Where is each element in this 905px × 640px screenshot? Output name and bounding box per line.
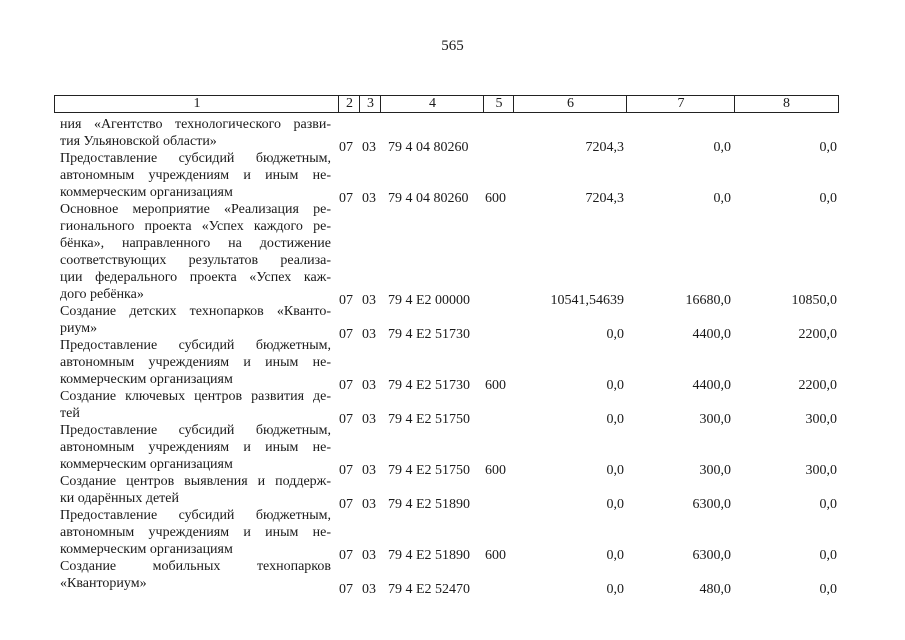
row-name-line: Основное мероприятие «Реализация ре- bbox=[60, 202, 331, 217]
amount-col-6: 0,0 bbox=[606, 463, 624, 478]
row-name-line: ции федерального проекта «Успех каж- bbox=[60, 270, 331, 285]
expense-type-code: 600 bbox=[485, 548, 506, 563]
subsection-code: 03 bbox=[362, 582, 376, 597]
row-name bbox=[60, 422, 331, 473]
table-row bbox=[0, 116, 905, 155]
header-divider bbox=[513, 96, 514, 112]
row-name-line: автономным учреждениям и иным не- bbox=[60, 355, 331, 370]
amount-col-6: 0,0 bbox=[606, 582, 624, 597]
amount-col-6: 10541,54639 bbox=[550, 293, 624, 308]
section-code: 07 bbox=[339, 140, 353, 155]
amount-col-8: 0,0 bbox=[819, 191, 837, 206]
row-name-line: Создание ключевых центров развития де- bbox=[60, 389, 331, 404]
row-name-line: Предоставление субсидий бюджетным, bbox=[60, 423, 331, 438]
target-article-code: 79 4 E2 51890 bbox=[388, 497, 471, 512]
target-article-code: 79 4 E2 51890 bbox=[388, 548, 471, 563]
header-divider bbox=[359, 96, 360, 112]
row-name-line: тей bbox=[60, 406, 80, 421]
row-name-line: ки одарённых детей bbox=[60, 491, 179, 506]
target-article-code: 79 4 E2 52470 bbox=[388, 582, 471, 597]
row-name bbox=[60, 337, 331, 388]
amount-col-6: 0,0 bbox=[606, 327, 624, 342]
table-row bbox=[0, 473, 905, 512]
section-code: 07 bbox=[339, 548, 353, 563]
amount-col-6: 0,0 bbox=[606, 412, 624, 427]
table-header bbox=[54, 95, 839, 113]
row-name-line: Создание детских технопарков «Кванто- bbox=[60, 304, 331, 319]
subsection-code: 03 bbox=[362, 378, 376, 393]
target-article-code: 79 4 04 80260 bbox=[388, 140, 469, 155]
amount-col-6: 0,0 bbox=[606, 548, 624, 563]
subsection-code: 03 bbox=[362, 548, 376, 563]
row-name bbox=[60, 388, 331, 422]
amount-col-8: 0,0 bbox=[819, 582, 837, 597]
amount-col-7: 300,0 bbox=[699, 463, 731, 478]
row-name bbox=[60, 558, 331, 592]
section-code: 07 bbox=[339, 412, 353, 427]
amount-col-6: 0,0 bbox=[606, 497, 624, 512]
row-name-line: риум» bbox=[60, 321, 98, 336]
amount-col-7: 16680,0 bbox=[685, 293, 731, 308]
amount-col-7: 6300,0 bbox=[692, 548, 731, 563]
expense-type-code: 600 bbox=[485, 378, 506, 393]
header-divider bbox=[626, 96, 627, 112]
section-code: 07 bbox=[339, 582, 353, 597]
expense-type-code: 600 bbox=[485, 191, 506, 206]
header-cell-4: 4 bbox=[429, 96, 436, 111]
section-code: 07 bbox=[339, 191, 353, 206]
subsection-code: 03 bbox=[362, 140, 376, 155]
section-code: 07 bbox=[339, 293, 353, 308]
header-cell-6: 6 bbox=[567, 96, 574, 111]
row-name bbox=[60, 116, 331, 150]
amount-col-8: 2200,0 bbox=[798, 327, 837, 342]
subsection-code: 03 bbox=[362, 412, 376, 427]
subsection-code: 03 bbox=[362, 497, 376, 512]
subsection-code: 03 bbox=[362, 293, 376, 308]
table-row bbox=[0, 303, 905, 342]
subsection-code: 03 bbox=[362, 463, 376, 478]
target-article-code: 79 4 04 80260 bbox=[388, 191, 469, 206]
row-name-line: «Кванториум» bbox=[60, 576, 147, 591]
amount-col-8: 0,0 bbox=[819, 140, 837, 155]
row-name-line: Предоставление субсидий бюджетным, bbox=[60, 338, 331, 353]
amount-col-6: 7204,3 bbox=[585, 140, 624, 155]
header-divider bbox=[483, 96, 484, 112]
subsection-code: 03 bbox=[362, 327, 376, 342]
table-row bbox=[0, 337, 905, 393]
amount-col-7: 4400,0 bbox=[692, 378, 731, 393]
row-name-line: тия Ульяновской области» bbox=[60, 134, 217, 149]
row-name bbox=[60, 507, 331, 558]
row-name-line: Предоставление субсидий бюджетным, bbox=[60, 151, 331, 166]
row-name-line: ния «Агентство технологического разви- bbox=[60, 117, 331, 132]
header-divider bbox=[380, 96, 381, 112]
header-cell-8: 8 bbox=[783, 96, 790, 111]
amount-col-8: 2200,0 bbox=[798, 378, 837, 393]
table-row bbox=[0, 150, 905, 206]
table-row bbox=[0, 201, 905, 308]
row-name bbox=[60, 473, 331, 507]
row-name bbox=[60, 303, 331, 337]
row-name bbox=[60, 150, 331, 201]
row-name-line: коммерческим организациям bbox=[60, 457, 233, 472]
section-code: 07 bbox=[339, 327, 353, 342]
row-name-line: коммерческим организациям bbox=[60, 542, 233, 557]
target-article-code: 79 4 E2 00000 bbox=[388, 293, 471, 308]
target-article-code: 79 4 E2 51750 bbox=[388, 412, 471, 427]
row-name bbox=[60, 201, 331, 303]
amount-col-8: 300,0 bbox=[805, 412, 837, 427]
section-code: 07 bbox=[339, 463, 353, 478]
table-row bbox=[0, 388, 905, 427]
amount-col-8: 0,0 bbox=[819, 548, 837, 563]
header-cell-3: 3 bbox=[367, 96, 374, 111]
target-article-code: 79 4 E2 51750 bbox=[388, 463, 471, 478]
target-article-code: 79 4 E2 51730 bbox=[388, 327, 471, 342]
header-cell-2: 2 bbox=[346, 96, 353, 111]
amount-col-8: 10850,0 bbox=[791, 293, 837, 308]
table-row bbox=[0, 422, 905, 478]
header-cell-1: 1 bbox=[193, 96, 201, 111]
amount-col-7: 4400,0 bbox=[692, 327, 731, 342]
table-row bbox=[0, 558, 905, 597]
row-name-line: автономным учреждениям и иным не- bbox=[60, 168, 331, 183]
header-cell-7: 7 bbox=[677, 96, 685, 111]
amount-col-8: 0,0 bbox=[819, 497, 837, 512]
amount-col-7: 300,0 bbox=[699, 412, 731, 427]
row-name-line: Предоставление субсидий бюджетным, bbox=[60, 508, 331, 523]
row-name-line: бёнка», направленного на достижение bbox=[60, 236, 331, 251]
expense-type-code: 600 bbox=[485, 463, 506, 478]
table-row bbox=[0, 507, 905, 563]
amount-col-7: 480,0 bbox=[699, 582, 731, 597]
amount-col-7: 0,0 bbox=[713, 191, 731, 206]
subsection-code: 03 bbox=[362, 191, 376, 206]
header-cell-5: 5 bbox=[495, 96, 503, 111]
amount-col-6: 7204,3 bbox=[585, 191, 624, 206]
row-name-line: гионального проекта «Успех каждого ре- bbox=[60, 219, 331, 234]
target-article-code: 79 4 E2 51730 bbox=[388, 378, 471, 393]
header-divider bbox=[338, 96, 339, 112]
amount-col-8: 300,0 bbox=[805, 463, 837, 478]
page-number: 565 bbox=[441, 38, 464, 54]
section-code: 07 bbox=[339, 378, 353, 393]
amount-col-7: 0,0 bbox=[713, 140, 731, 155]
amount-col-6: 0,0 bbox=[606, 378, 624, 393]
row-name-line: Создание мобильных технопарков bbox=[60, 559, 331, 574]
row-name-line: коммерческим организациям bbox=[60, 185, 233, 200]
section-code: 07 bbox=[339, 497, 353, 512]
row-name-line: автономным учреждениям и иным не- bbox=[60, 525, 331, 540]
row-name-line: коммерческим организациям bbox=[60, 372, 233, 387]
amount-col-7: 6300,0 bbox=[692, 497, 731, 512]
row-name-line: дого ребёнка» bbox=[60, 287, 144, 302]
header-divider bbox=[734, 96, 735, 112]
row-name-line: Создание центров выявления и поддерж- bbox=[60, 474, 331, 489]
row-name-line: автономным учреждениям и иным не- bbox=[60, 440, 331, 455]
row-name-line: соответствующих результатов реализа- bbox=[60, 253, 331, 268]
